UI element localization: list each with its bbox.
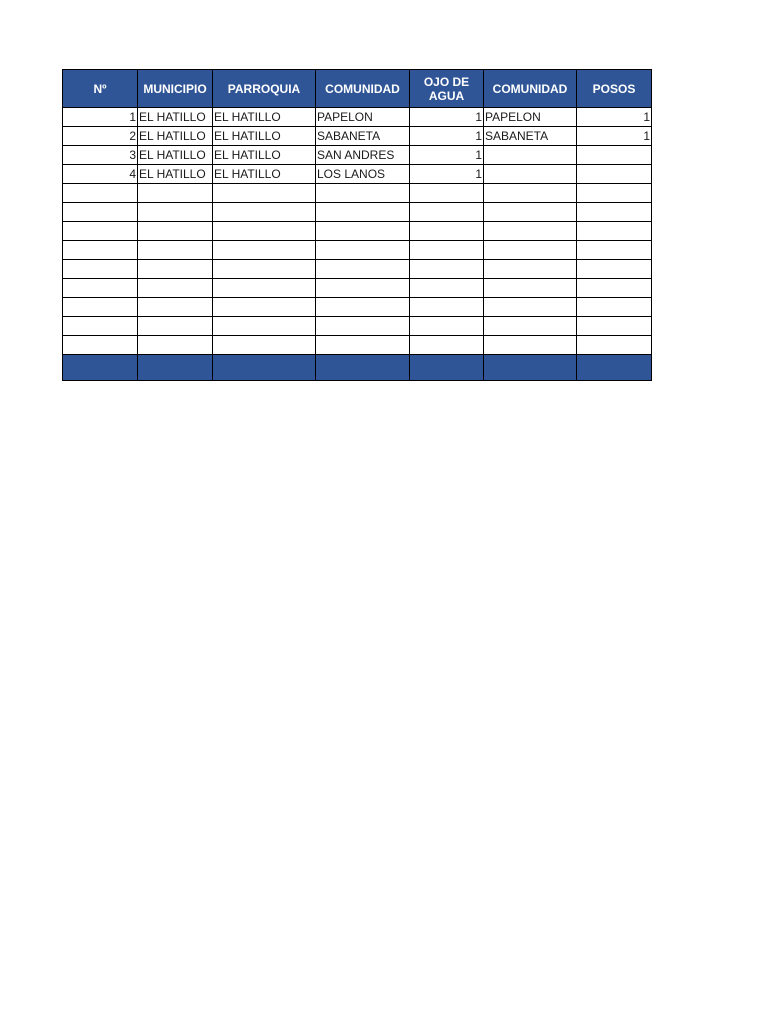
spreadsheet-page [62,69,652,381]
empty-cell[interactable] [484,336,577,355]
table-row [63,146,652,165]
empty-cell[interactable] [316,336,410,355]
empty-cell[interactable] [63,241,138,260]
empty-cell[interactable] [316,203,410,222]
empty-table-row [63,241,652,260]
empty-cell[interactable] [577,298,652,317]
cell-posos[interactable]: 1 [577,108,652,127]
cell-parroquia[interactable]: EL HATILLO [213,146,316,165]
empty-cell[interactable] [484,184,577,203]
empty-table-row [63,298,652,317]
column-header-comunidad-2[interactable]: COMUNIDAD [484,70,577,108]
empty-cell[interactable] [577,241,652,260]
empty-cell[interactable] [484,222,577,241]
cell-posos[interactable]: 1 [577,127,652,146]
column-header-ojo-de-agua[interactable]: OJO DE AGUA [410,70,484,108]
empty-cell[interactable] [410,184,484,203]
empty-cell[interactable] [484,317,577,336]
cell-number[interactable]: 1 [63,108,138,127]
empty-cell[interactable] [63,298,138,317]
cell-ojo-de-agua[interactable]: 1 [410,146,484,165]
cell-comunidad-2[interactable] [484,165,577,184]
empty-cell[interactable] [316,317,410,336]
column-header-number[interactable]: Nº [63,70,138,108]
empty-cell[interactable] [138,184,213,203]
cell-parroquia[interactable]: EL HATILLO [213,127,316,146]
empty-cell[interactable] [213,298,316,317]
empty-cell[interactable] [63,336,138,355]
cell-posos[interactable] [577,146,652,165]
empty-table-row [63,203,652,222]
empty-table-row [63,260,652,279]
empty-table-row [63,317,652,336]
table-row [63,165,652,184]
empty-cell[interactable] [316,298,410,317]
cell-comunidad[interactable]: LOS LANOS [316,165,410,184]
empty-cell[interactable] [410,317,484,336]
empty-cell[interactable] [410,336,484,355]
empty-table-row [63,279,652,298]
empty-cell[interactable] [138,203,213,222]
empty-cell[interactable] [213,279,316,298]
empty-cell[interactable] [213,222,316,241]
column-header-municipio[interactable]: MUNICIPIO [138,70,213,108]
empty-cell[interactable] [213,241,316,260]
footer-cell[interactable] [63,355,138,381]
column-header-posos[interactable]: POSOS [577,70,652,108]
cell-municipio[interactable]: EL HATILLO [138,146,213,165]
footer-cell[interactable] [213,355,316,381]
footer-cell[interactable] [410,355,484,381]
empty-cell[interactable] [316,222,410,241]
empty-cell[interactable] [484,241,577,260]
empty-table-row [63,336,652,355]
cell-number[interactable]: 2 [63,127,138,146]
empty-cell[interactable] [577,336,652,355]
empty-cell[interactable] [138,336,213,355]
cell-comunidad[interactable]: PAPELON [316,108,410,127]
empty-cell[interactable] [213,336,316,355]
cell-ojo-de-agua[interactable]: 1 [410,127,484,146]
empty-cell[interactable] [138,260,213,279]
empty-cell[interactable] [484,279,577,298]
cell-comunidad[interactable]: SABANETA [316,127,410,146]
cell-municipio[interactable]: EL HATILLO [138,165,213,184]
cell-municipio[interactable]: EL HATILLO [138,108,213,127]
empty-cell[interactable] [410,241,484,260]
empty-cell[interactable] [316,260,410,279]
cell-ojo-de-agua[interactable]: 1 [410,108,484,127]
cell-number[interactable]: 3 [63,146,138,165]
cell-parroquia[interactable]: EL HATILLO [213,165,316,184]
cell-number[interactable]: 4 [63,165,138,184]
empty-cell[interactable] [63,317,138,336]
empty-cell[interactable] [63,184,138,203]
empty-cell[interactable] [213,203,316,222]
empty-cell[interactable] [63,203,138,222]
empty-cell[interactable] [138,241,213,260]
cell-parroquia[interactable]: EL HATILLO [213,108,316,127]
table-body [63,108,652,355]
empty-cell[interactable] [577,222,652,241]
empty-cell[interactable] [138,317,213,336]
table-row [63,108,652,127]
cell-posos[interactable] [577,165,652,184]
empty-cell[interactable] [410,222,484,241]
empty-cell[interactable] [577,203,652,222]
empty-cell[interactable] [410,298,484,317]
cell-ojo-de-agua[interactable]: 1 [410,165,484,184]
empty-cell[interactable] [577,184,652,203]
empty-cell[interactable] [138,298,213,317]
empty-cell[interactable] [316,279,410,298]
empty-cell[interactable] [410,203,484,222]
cell-municipio[interactable]: EL HATILLO [138,127,213,146]
cell-comunidad-2[interactable]: PAPELON [484,108,577,127]
empty-cell[interactable] [138,279,213,298]
footer-cell[interactable] [316,355,410,381]
empty-cell[interactable] [484,260,577,279]
empty-cell[interactable] [577,279,652,298]
cell-comunidad[interactable]: SAN ANDRES [316,146,410,165]
footer-cell[interactable] [484,355,577,381]
empty-cell[interactable] [213,260,316,279]
empty-cell[interactable] [316,241,410,260]
empty-cell[interactable] [63,279,138,298]
cell-comunidad-2[interactable]: SABANETA [484,127,577,146]
empty-cell[interactable] [316,184,410,203]
empty-table-row [63,184,652,203]
empty-cell[interactable] [410,260,484,279]
empty-cell[interactable] [577,317,652,336]
header-row [63,70,652,108]
cell-comunidad-2[interactable] [484,146,577,165]
footer-cell[interactable] [577,355,652,381]
empty-cell[interactable] [577,260,652,279]
column-header-parroquia[interactable]: PARROQUIA [213,70,316,108]
empty-cell[interactable] [484,203,577,222]
column-header-comunidad[interactable]: COMUNIDAD [316,70,410,108]
empty-cell[interactable] [63,260,138,279]
footer-row [63,355,652,381]
empty-table-row [63,222,652,241]
empty-cell[interactable] [213,184,316,203]
data-table [62,69,652,381]
empty-cell[interactable] [213,317,316,336]
table-row [63,127,652,146]
empty-cell[interactable] [484,298,577,317]
empty-cell[interactable] [410,279,484,298]
footer-cell[interactable] [138,355,213,381]
empty-cell[interactable] [63,222,138,241]
empty-cell[interactable] [138,222,213,241]
